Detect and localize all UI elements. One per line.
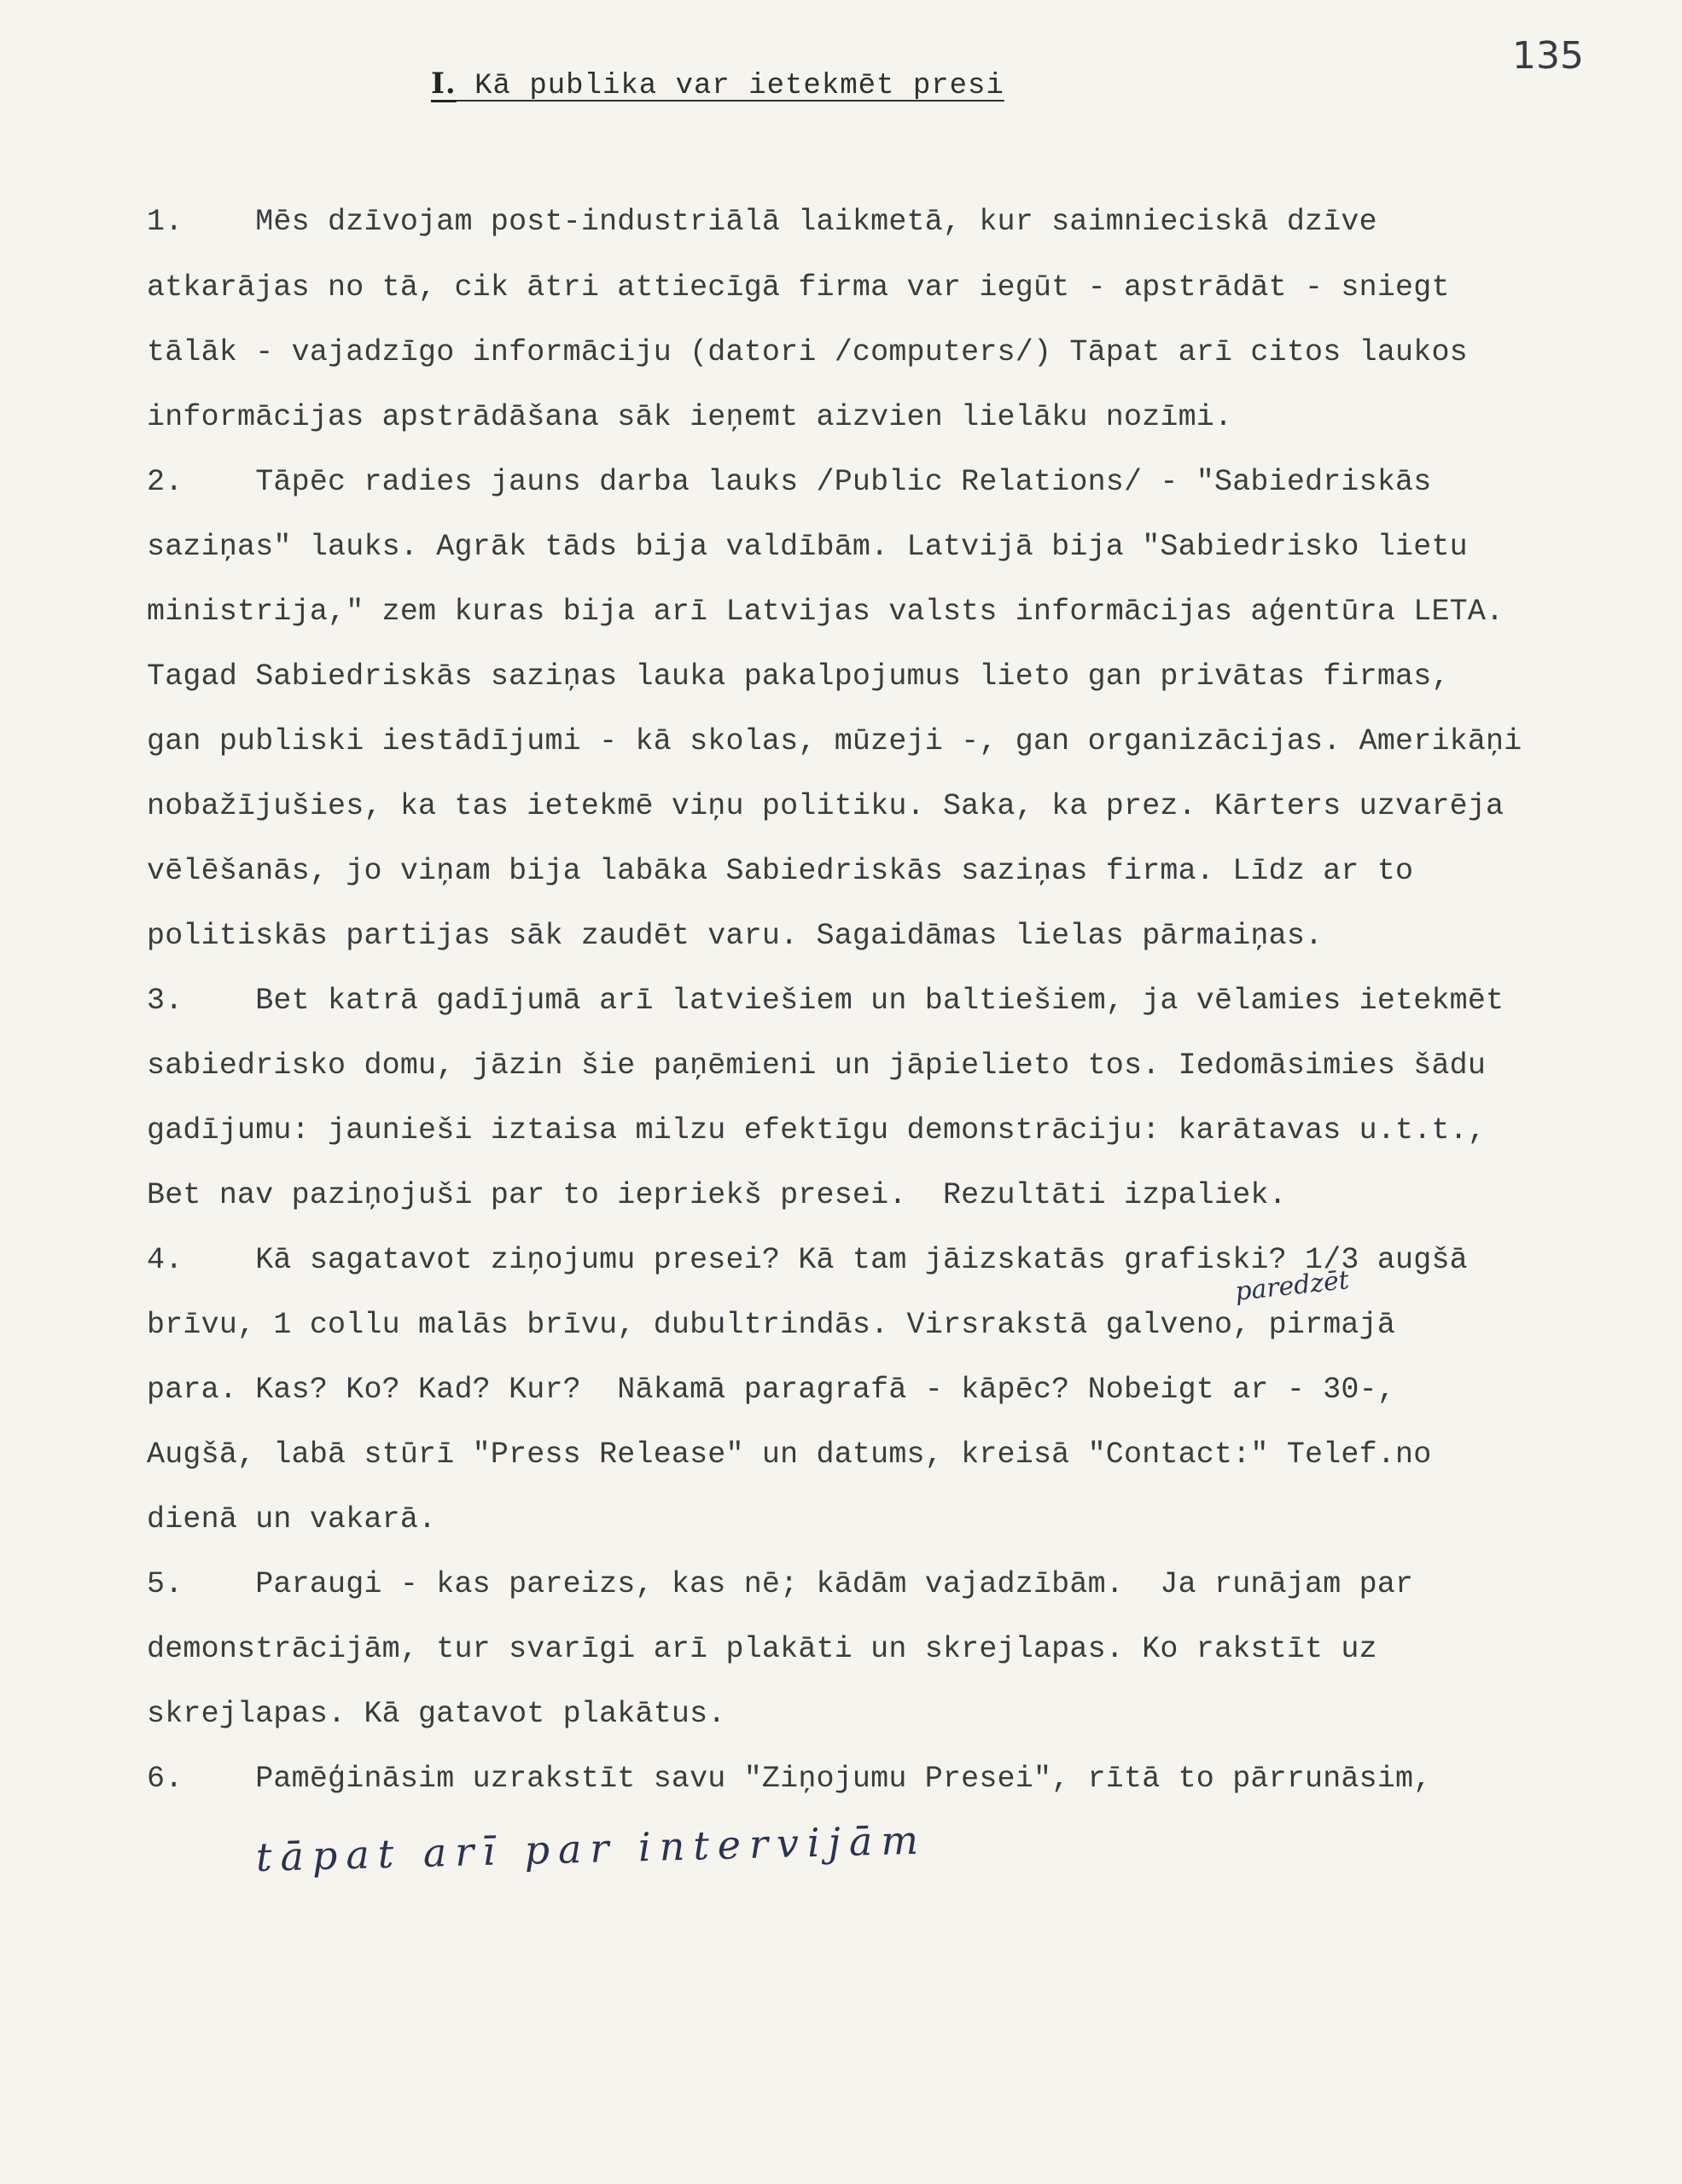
text-line: informācijas apstrādāšana sāk ieņemt aizvien lielāku nozīmi.: [147, 400, 1233, 434]
text-line: brīvu, 1 collu malās brīvu, dubultrindās. Virsrakstā galveno, pirmajā: [147, 1308, 1396, 1342]
text-line: gadījumu: jaunieši iztaisa milzu efektīgu demonstrāciju: karātavas u.t.t.,: [147, 1113, 1487, 1147]
page-title: [431, 67, 1004, 102]
text-line: 5. Paraugi - kas pareizs, kas nē; kādām vajadzībām. Ja runājam par: [147, 1567, 1414, 1601]
title-text: Kā publika var ietekmēt presi: [456, 70, 1004, 102]
text-line: Tagad Sabiedriskās saziņas lauka pakalpojumus lieto gan privātas firmas,: [147, 659, 1450, 694]
handwritten-annotation: paredzēt: [1233, 1265, 1351, 1307]
page-number: 135: [1512, 34, 1584, 78]
text-line: 3. Bet katrā gadījumā arī latviešiem un baltiešiem, ja vēlamies ietekmēt: [147, 984, 1504, 1018]
text-line: gan publiski iestādījumi - kā skolas, mūzeji -, gan organizācijas. Amerikāņi: [147, 724, 1522, 758]
text-line: para. Kas? Ko? Kad? Kur? Nākamā paragrafā - kāpēc? Nobeigt ar - 30-,: [147, 1373, 1396, 1407]
text-line: skrejlapas. Kā gatavot plakātus.: [147, 1697, 726, 1731]
text-line: vēlēšanās, jo viņam bija labāka Sabiedriskās saziņas firma. Līdz ar to: [147, 854, 1414, 888]
title-section-numeral: I.: [431, 67, 457, 101]
text-line: 1. Mēs dzīvojam post-industriālā laikmetā, kur saimnieciskā dzīve: [147, 205, 1377, 239]
text-line: nobažījušies, ka tas ietekmē viņu politiku. Saka, ka prez. Kārters uzvarēja: [147, 789, 1504, 823]
text-line: 4. Kā sagatavot ziņojumu presei? Kā tam jāizskatās grafiski? 1/3 augšā: [147, 1243, 1468, 1277]
text-line: politiskās partijas sāk zaudēt varu. Sagaidāmas lielas pārmaiņas.: [147, 919, 1324, 953]
text-line: demonstrācijām, tur svarīgi arī plakāti un skrejlapas. Ko rakstīt uz: [147, 1632, 1377, 1666]
text-line: 2. Tāpēc radies jauns darba lauks /Public Relations/ - "Sabiedriskās: [147, 465, 1432, 499]
text-line: sabiedrisko domu, jāzin šie paņēmieni un jāpielieto tos. Iedomāsimies šādu: [147, 1048, 1487, 1083]
text-line: atkarājas no tā, cik ātri attiecīgā firma var iegūt - apstrādāt - sniegt: [147, 270, 1450, 305]
text-line: dienā un vakarā.: [147, 1502, 437, 1536]
text-line: 6. Pamēģināsim uzrakstīt savu "Ziņojumu Presei", rītā to pārrunāsim,: [147, 1762, 1432, 1796]
text-line: saziņas" lauks. Agrāk tāds bija valdībām. Latvijā bija "Sabiedrisko lietu: [147, 530, 1468, 564]
handwritten-note: tāpat arī par intervijām: [255, 1816, 928, 1880]
text-line: tālāk - vajadzīgo informāciju (datori /computers/) Tāpat arī citos laukos: [147, 335, 1468, 369]
text-line: Bet nav paziņojuši par to iepriekš presei. Rezultāti izpaliek.: [147, 1178, 1287, 1212]
text-line: ministrija," zem kuras bija arī Latvijas valsts informācijas aģentūra LETA.: [147, 595, 1504, 629]
text-line: Augšā, labā stūrī "Press Release" un datums, kreisā "Contact:" Telef.no: [147, 1438, 1432, 1472]
